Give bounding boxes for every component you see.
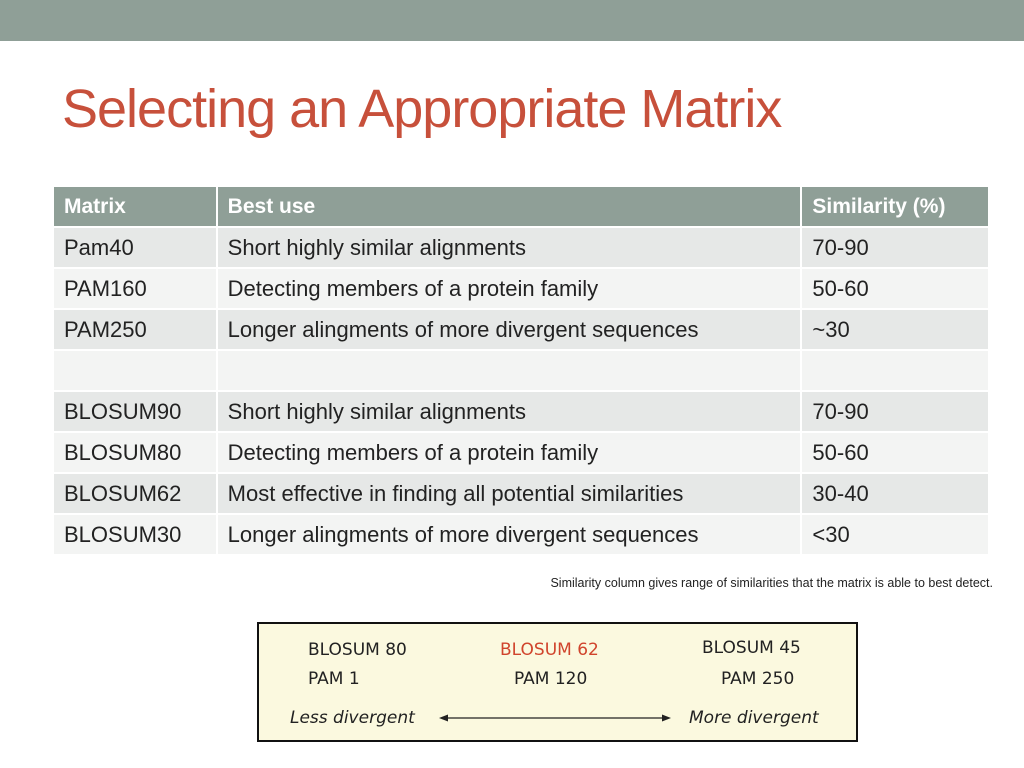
cell-matrix bbox=[53, 350, 217, 391]
header-matrix: Matrix bbox=[53, 186, 217, 227]
label-pam-250: PAM 250 bbox=[721, 669, 795, 689]
cell-best-use: Detecting members of a protein family bbox=[217, 268, 802, 309]
table-row bbox=[53, 514, 989, 555]
matrix-table bbox=[52, 185, 990, 556]
cell-matrix: BLOSUM62 bbox=[53, 473, 217, 514]
table-header-row bbox=[53, 186, 989, 227]
cell-best-use: Detecting members of a protein family bbox=[217, 432, 802, 473]
cell-similarity: <30 bbox=[801, 514, 989, 555]
cell-similarity: 30-40 bbox=[801, 473, 989, 514]
label-blosum-80: BLOSUM 80 bbox=[308, 640, 407, 660]
table-row bbox=[53, 309, 989, 350]
cell-best-use bbox=[217, 350, 802, 391]
label-blosum-45: BLOSUM 45 bbox=[702, 638, 801, 658]
slide-title: Selecting an Appropriate Matrix bbox=[62, 79, 782, 139]
cell-similarity: 50-60 bbox=[801, 432, 989, 473]
cell-matrix: BLOSUM30 bbox=[53, 514, 217, 555]
cell-similarity bbox=[801, 350, 989, 391]
cell-matrix: PAM160 bbox=[53, 268, 217, 309]
double-arrow-icon bbox=[439, 713, 671, 723]
label-blosum-62: BLOSUM 62 bbox=[500, 640, 599, 660]
label-pam-1: PAM 1 bbox=[308, 669, 360, 689]
table-row bbox=[53, 432, 989, 473]
cell-best-use: Most effective in finding all potential similarities bbox=[217, 473, 802, 514]
cell-best-use: Longer alingments of more divergent sequences bbox=[217, 309, 802, 350]
cell-similarity: 70-90 bbox=[801, 391, 989, 432]
cell-best-use: Short highly similar alignments bbox=[217, 391, 802, 432]
table-row-empty bbox=[53, 350, 989, 391]
cell-similarity: 50-60 bbox=[801, 268, 989, 309]
divergence-scale-figure bbox=[257, 622, 858, 742]
table-row bbox=[53, 473, 989, 514]
top-band bbox=[0, 0, 1024, 41]
table-row bbox=[53, 391, 989, 432]
table-row bbox=[53, 268, 989, 309]
cell-best-use: Longer alingments of more divergent sequences bbox=[217, 514, 802, 555]
header-similarity: Similarity (%) bbox=[801, 186, 989, 227]
table-footnote: Similarity column gives range of similarities that the matrix is able to best detect. bbox=[550, 576, 993, 590]
table-row bbox=[53, 227, 989, 268]
label-more-divergent: More divergent bbox=[689, 708, 819, 728]
cell-best-use: Short highly similar alignments bbox=[217, 227, 802, 268]
cell-matrix: PAM250 bbox=[53, 309, 217, 350]
cell-matrix: Pam40 bbox=[53, 227, 217, 268]
cell-matrix: BLOSUM80 bbox=[53, 432, 217, 473]
label-pam-120: PAM 120 bbox=[514, 669, 588, 689]
header-best-use: Best use bbox=[217, 186, 802, 227]
cell-similarity: 70-90 bbox=[801, 227, 989, 268]
cell-matrix: BLOSUM90 bbox=[53, 391, 217, 432]
cell-similarity: ~30 bbox=[801, 309, 989, 350]
label-less-divergent: Less divergent bbox=[290, 708, 415, 728]
